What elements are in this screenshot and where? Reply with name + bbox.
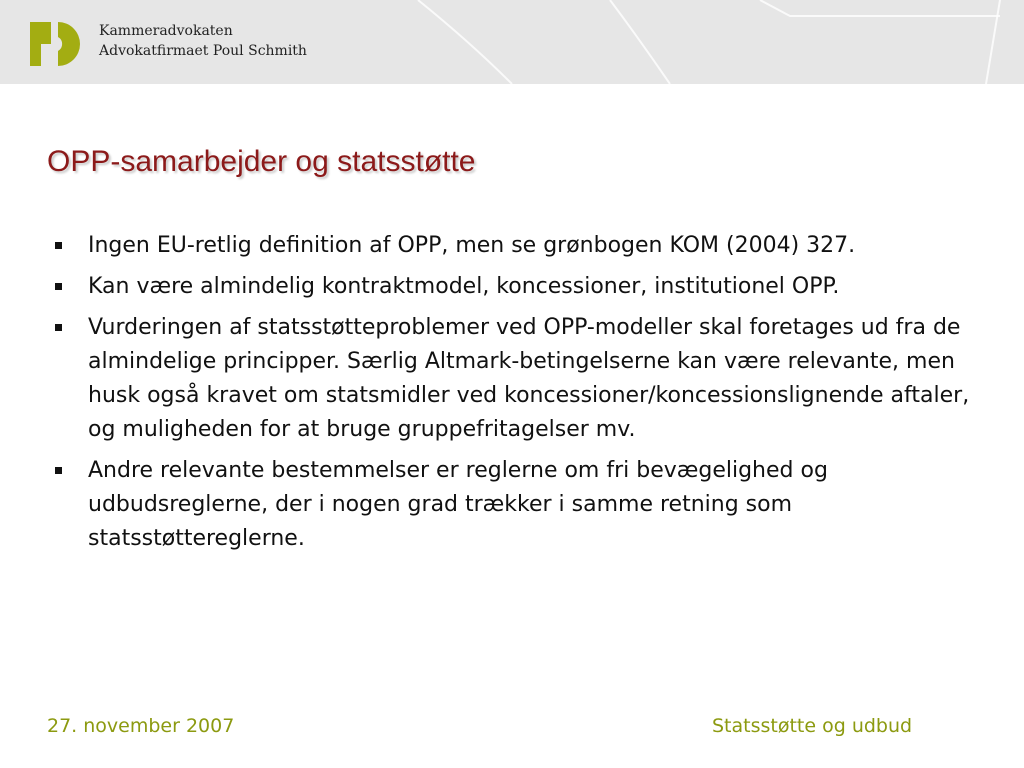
bullet-text: Kan være almindelig kontraktmodel, koncessioner, institutionel OPP. <box>88 274 840 299</box>
footer-topic: Statsstøtte og udbud <box>712 715 913 737</box>
bullet-item <box>50 454 980 556</box>
bullet-item <box>50 311 980 447</box>
bullet-text: Andre relevante bestemmelser er reglerne om fri bevægelighed og udbudsreglerne, der i nogen grad trækker i samme retning som statsstøttereglerne. <box>88 458 828 551</box>
bullet-marker-icon <box>55 283 62 290</box>
firm-name-line1: Kammeradvokaten <box>99 23 233 39</box>
bullet-marker-icon <box>55 242 62 249</box>
firm-name <box>99 21 307 61</box>
slide-title: OPP-samarbejder og statsstøtte <box>47 145 476 178</box>
bullet-list <box>50 229 980 563</box>
firm-name-line2: Advokatfirmaet Poul Schmith <box>99 43 307 59</box>
bullet-marker-icon <box>55 324 62 331</box>
firm-logo-icon <box>30 22 80 66</box>
bullet-text: Ingen EU-retlig definition af OPP, men se grønbogen KOM (2004) 327. <box>88 233 856 258</box>
bullet-item <box>50 229 980 263</box>
footer-date: 27. november 2007 <box>47 715 235 737</box>
bullet-text: Vurderingen af statsstøtteproblemer ved OPP-modeller skal foretages ud fra de almindelige principper. Særlig Altmark-betingelserne kan være relevante, men husk også kravet om statsmidler ved koncessioner/koncessionslignende aftaler, og muligheden for at bruge gruppefritagelser mv. <box>88 315 970 442</box>
bullet-marker-icon <box>55 467 62 474</box>
bullet-item <box>50 270 980 304</box>
header-band <box>0 0 1024 84</box>
